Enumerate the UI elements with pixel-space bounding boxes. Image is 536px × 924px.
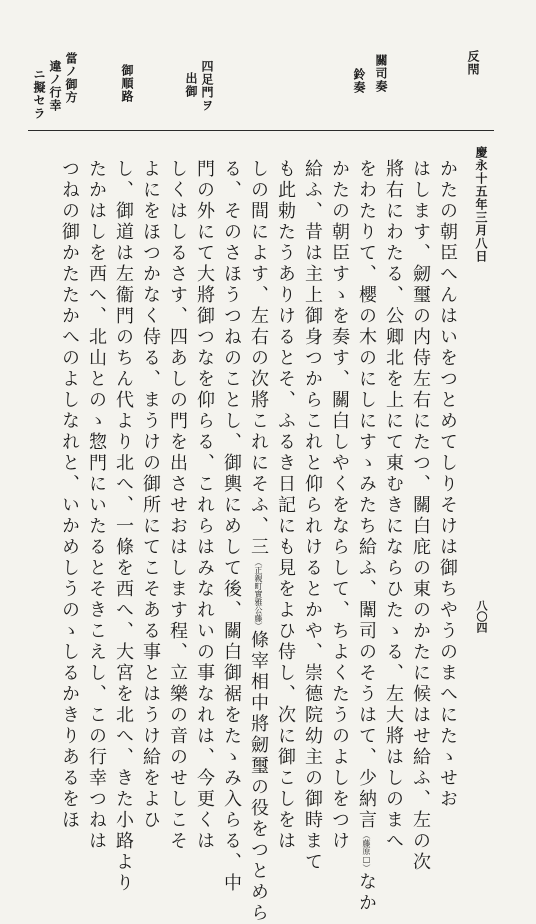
text-column: はします、劒璽の内侍左右にたつ、關白庇の東のかたに候はせ給ふ、左の次 bbox=[410, 159, 431, 873]
running-head-date: 慶永十五年三月八日 bbox=[474, 146, 488, 263]
headnote-divider bbox=[28, 130, 494, 131]
text-column: よにをほつかなく侍る、まうけの御所にてこそある事とはうけ給をよひ bbox=[140, 159, 161, 831]
headnote-gloss-2: 關司奏 bbox=[374, 54, 388, 93]
headnote-gloss-3: 鈴奏 bbox=[352, 68, 366, 94]
headnote-gloss-4: 四足門ヲ bbox=[200, 60, 214, 112]
text-column: しくはしるさす、四あしの門を出させおはします程、立樂の音のせしこそ bbox=[167, 159, 188, 852]
text-column: 給ふ、昔は主上御身つからこれと仰られけるとかや、崇德院幼主の御時まて bbox=[302, 159, 323, 873]
headnote-gloss-9: ニ擬セラ bbox=[32, 68, 46, 120]
headnote-gloss-7: 當ノ御方 bbox=[64, 52, 78, 104]
text-column: 將右にわたる、公卿北を上にて東むきにならひたゝる、左大將はしのまへ bbox=[383, 159, 404, 852]
text-column: つねの御かたたかへのよしなれと、いかめしうのゝしるかきりあるをほ bbox=[59, 159, 80, 831]
inline-note: （藤原□） bbox=[362, 831, 371, 872]
text-column: も此勅たうありけるとそ、ふるき日記にも見をよひ侍し、次に御こしをは bbox=[275, 159, 296, 852]
page-number: 八〇四 bbox=[475, 600, 488, 633]
headnote-gloss-5: 出御 bbox=[184, 72, 198, 98]
upper-headnotes bbox=[20, 50, 510, 124]
text-column: る、そのさほうつねのことし、御輿にめして後、關白御裾をたゝみ入らる、中 bbox=[221, 159, 242, 894]
headnote-gloss-8: 違ノ行幸 bbox=[48, 60, 62, 112]
text-column: かたの朝臣へんはいをつとめてしりそけは御ちやうのまへにたゝせお bbox=[437, 159, 458, 810]
inline-note: （正親町實雅公藤） bbox=[254, 558, 263, 630]
text-column: かたの朝臣すゝを奏す、關白しやくをならして、ちよくたうのよしをつけ bbox=[329, 159, 350, 852]
text-column: たかはしを西へ、北山とのゝ惣門にいたるとそきこえし、この行幸つねは bbox=[86, 159, 107, 852]
main-text bbox=[56, 159, 460, 924]
text-column: をわたりて、櫻の木のにしにすゝみたち給ふ、闈司のそうはて、少納言（藤原□）なか bbox=[356, 159, 377, 914]
text-column: しの間によす、左右の次將これにそふ、三（正親町實雅公藤）條宰相中將劒璽の役をつとめら bbox=[248, 159, 269, 924]
text-column: し、御道は左衞門のちん代より北へ、一條を西へ、大宮を北へ、きた小路より bbox=[113, 159, 134, 894]
headnote-gloss-6: 御順路 bbox=[120, 64, 134, 103]
text-column: 門の外にて大將御つなを仰らる、これらはみなれいの事なれは、今更くは bbox=[194, 159, 215, 852]
headnote-gloss-1: 反閇 bbox=[466, 50, 480, 76]
